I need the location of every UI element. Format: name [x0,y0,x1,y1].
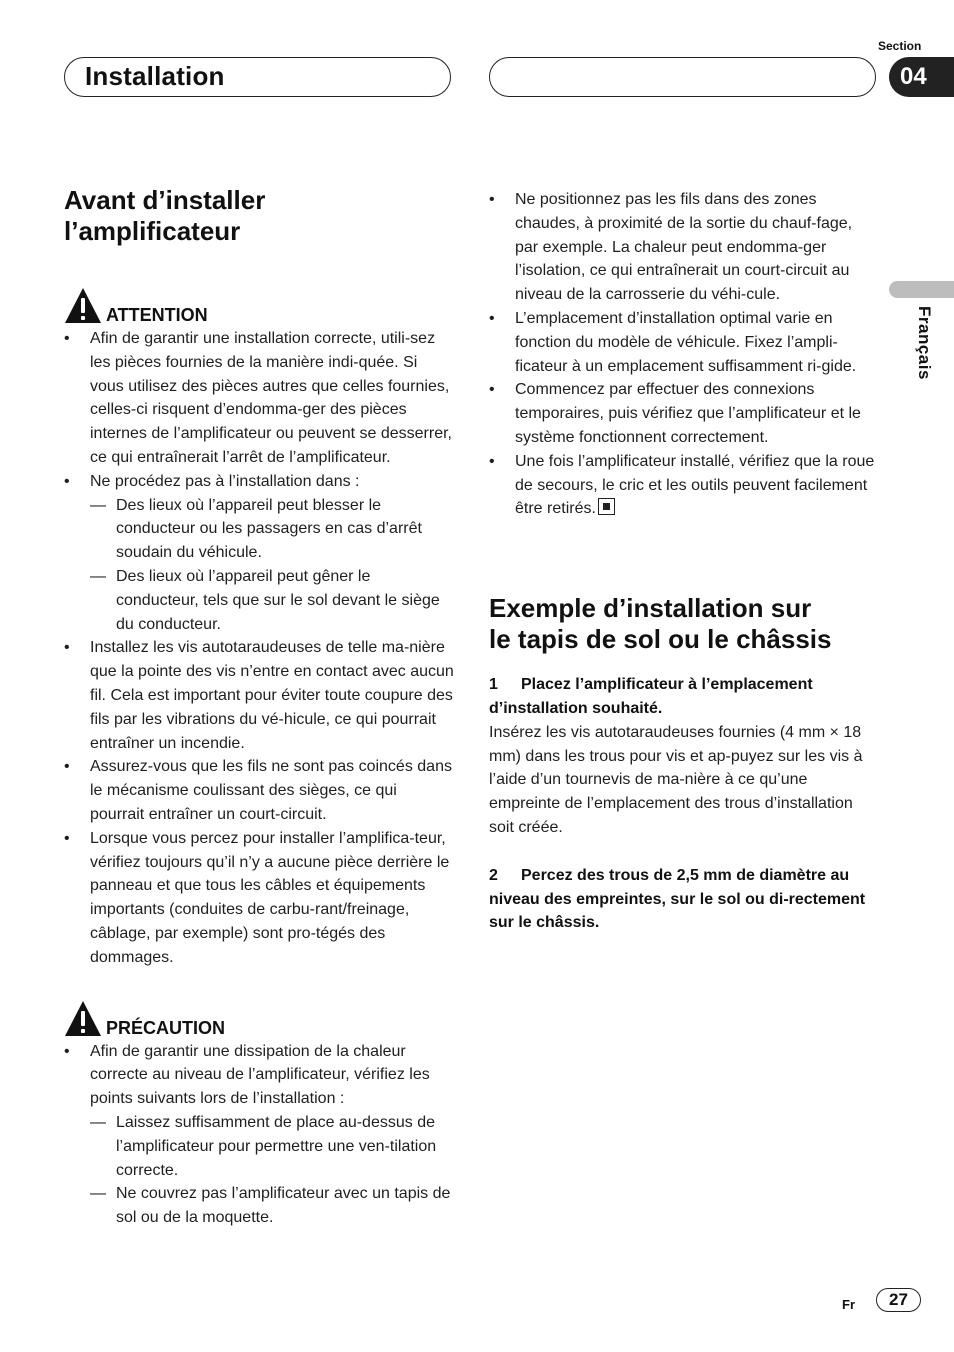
list-item: • Afin de garantir une installation correcte, utili-sez les pièces fournies de la manière indi-quée. Si vous utilisez des pièces autres que celles fournies, celles-ci risquent d’endomma-ger des pièces internes de l’amplificateur ou peuvent se desserrer, ce qui entraînerait l’arrêt de l’amplificateur. [64,327,454,470]
step-1 [489,673,877,840]
list-item: • Une fois l’amplificateur installé, vérifiez que la roue de secours, le cric et les outils peuvent facilement être retirés. [489,450,877,521]
sub-list-item: — Ne couvrez pas l’amplificateur avec un tapis de sol ou de la moquette. [90,1182,454,1230]
attention-header [64,287,454,325]
sub-list-item: — Des lieux où l’appareil peut gêner le conducteur, tels que sur le sol devant le siège du conducteur. [90,565,454,636]
header-title-box [64,57,451,97]
precaution-label: PRÉCAUTION [106,1017,226,1038]
step-1-body: Insérez les vis autotaraudeuses fournies (4 mm × 18 mm) dans les trous pour vis et ap-puyez sur les vis à l’aide d’un tournevis de ma-nière à ce qu’une empreinte de l’emplacement des trous d’installation soit créée. [489,723,863,836]
list-item: • Ne procédez pas à l’installation dans : — Des lieux où l’appareil peut blesser le conducteur ou les passagers en cas d’arrêt soudain du véhicule. — Des lieux où l’appareil peut gêner le conducteur, tels que sur le sol devant le siège du conducteur. [64,470,454,637]
list-item: • L’emplacement d’installation optimal varie en fonction du modèle de véhicule. Fixez l’ampli-ficateur à un emplacement suffisamment ri-gide. [489,307,877,378]
precaution-list [64,1040,454,1230]
list-item: • Ne positionnez pas les fils dans des zones chaudes, à proximité de la sortie du chauf-fage, par exemple. La chaleur peut endomma-ger l’isolation, ce qui entraînerait un court-circuit au niveau de la carrosserie du véhi-cule. [489,188,877,307]
precaution-sublist [90,1111,454,1230]
warning-triangle-icon [64,1000,102,1038]
sub-list-item: — Laissez suffisamment de place au-dessus de l’amplificateur pour permettre une ven-tilation correcte. [90,1111,454,1182]
section-number: 04 [889,57,954,97]
list-item: • Lorsque vous percez pour installer l’amplifica-teur, vérifiez toujours qu’il n’y a aucune pièce derrière le panneau et que tous les câbles et équipements importants (conduites de carbu-rant/freinage, câblage, par exemple) sont pro-tégés des dommages. [64,827,454,970]
attention-list [64,327,454,970]
end-of-section-icon [598,498,615,515]
heading-exemple-installation: Exemple d’installation sur le tapis de sol ou le châssis [489,593,832,655]
attention-label: ATTENTION [106,305,208,325]
list-item: • Installez les vis autotaraudeuses de telle ma-nière que la pointe des vis n’entre en contact avec aucun fil. Cela est important pour éviter toute coupure des fils par les vibrations du vé-hicule, ce qui pourrait entraîner un incendie. [64,636,454,755]
attention-sublist [90,494,454,637]
footer-language: Fr [842,1297,855,1312]
page-number: 27 [876,1288,921,1312]
list-item: • Afin de garantir une dissipation de la chaleur correcte au niveau de l’amplificateur, vérifiez les points suivants lors de l’installation : — Laissez suffisamment de place au-dessus de l’amplificateur pour permettre une ven-tilation correcte. — Ne couvrez pas l’amplificateur avec un tapis de sol ou de la moquette. [64,1040,454,1230]
step-1-title: 1 Placez l’amplificateur à l’emplacement d’installation souhaité. [489,676,813,717]
right-bullet-list [489,188,877,521]
language-tab-marker [889,281,954,298]
precaution-header [64,1000,454,1038]
warning-triangle-icon [64,287,102,325]
left-column [64,185,454,1230]
heading-avant-installer: Avant d’installer l’amplificateur [64,185,266,246]
header-blank-box [489,57,876,97]
step-2-title: 2 Percez des trous de 2,5 mm de diamètre au niveau des empreintes, sur le sol ou di-rectement sur le châssis. [489,866,866,932]
list-item: • Assurez-vous que les fils ne sont pas coincés dans le mécanisme coulissant des sièges, ce qui pourrait entraîner un court-circuit. [64,755,454,826]
right-column [489,188,877,935]
header-title: Installation [85,61,225,91]
sub-list-item: — Des lieux où l’appareil peut blesser le conducteur ou les passagers en cas d’arrêt soudain du véhicule. [90,494,454,565]
section-label: Section [878,39,922,53]
list-item: • Commencez par effectuer des connexions temporaires, puis vérifiez que l’amplificateur et le système fonctionnent correctement. [489,378,877,449]
step-2 [489,864,877,935]
language-tab-label: Français [915,306,934,380]
